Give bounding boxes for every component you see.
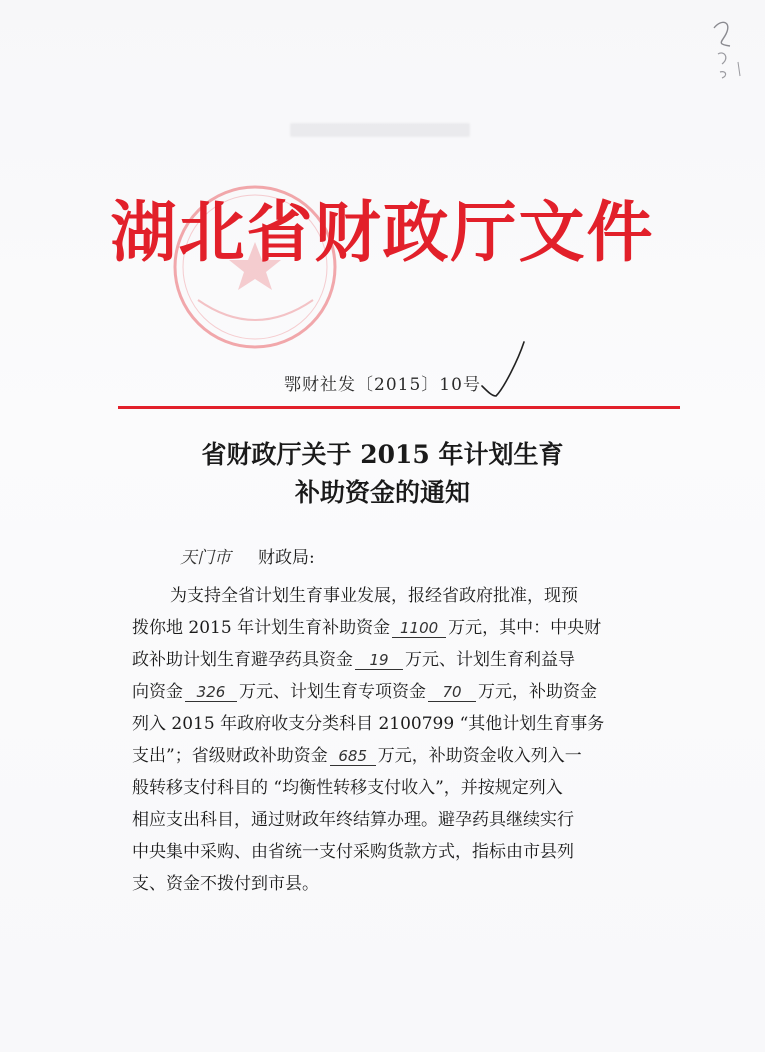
body-text-segment: 万元、计划生育专项资金	[239, 682, 426, 702]
body-line: 列入 2015 年政府收支分类科目 2100799 “其他计划生育事务	[132, 714, 605, 734]
body-line: 相应支出科目，通过财政年终结算办理。避孕药具继续实行	[132, 810, 574, 830]
body-line	[132, 740, 652, 772]
body-text-segment: 万元，补助资金	[478, 682, 597, 702]
document-subject	[0, 436, 765, 512]
body-text-segment: 支出”；省级财政补助资金	[132, 746, 328, 766]
header-red-rule	[118, 406, 680, 409]
addressee	[180, 543, 315, 568]
body-text-segment: 万元，补助资金收入列入一	[377, 746, 582, 766]
body-line: 支、资金不拨付到市县。	[132, 874, 319, 894]
addressee-handwritten: 天门市	[180, 548, 231, 568]
pencil-annotation-icon	[708, 14, 748, 84]
body-line: 般转移支付科目的 “均衡性转移支付收入”，并按规定列入	[132, 778, 563, 798]
bleed-through-mark	[290, 123, 470, 137]
addressee-suffix: 财政局:	[258, 548, 315, 568]
handwritten-amount-benefit: 326	[185, 683, 237, 702]
body-text-segment: 政补助计划生育避孕药具资金	[132, 650, 353, 670]
body-line: 为支持全省计划生育事业发展，报经省政府批准，现预	[170, 586, 578, 606]
document-header-title: 湖北省财政厅文件	[110, 194, 655, 271]
subject-line-1: 省财政厅关于 2015 年计划生育	[201, 440, 564, 469]
handwritten-amount-total: 1100	[392, 619, 446, 638]
subject-line-2: 补助资金的通知	[294, 478, 470, 507]
body-text-segment: 万元，其中：中央财	[448, 618, 602, 638]
body-text-segment: 万元、计划生育利益导	[405, 650, 575, 670]
handwritten-amount-special: 70	[428, 683, 476, 702]
body-text-segment: 拨你地 2015 年计划生育补助资金	[132, 618, 391, 638]
document-body	[132, 580, 652, 900]
body-line: 中央集中采购、由省统一支付采购货款方式，指标由市县列	[132, 842, 574, 862]
body-line	[132, 644, 652, 676]
handwritten-check-icon	[478, 338, 538, 400]
body-line	[132, 612, 652, 644]
body-text-segment: 向资金	[132, 682, 183, 702]
document-number: 鄂财社发〔2015〕10号	[284, 375, 481, 395]
body-line	[132, 676, 652, 708]
handwritten-amount-provincial: 685	[330, 747, 376, 766]
handwritten-amount-contraceptive: 19	[355, 651, 403, 670]
